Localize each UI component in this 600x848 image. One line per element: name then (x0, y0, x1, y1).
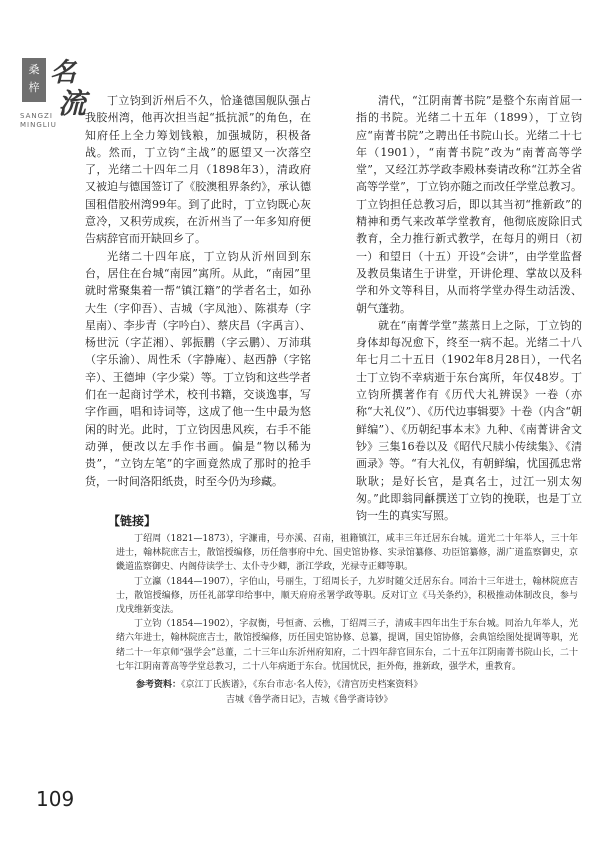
link-body (116, 532, 578, 674)
masthead-english-line-1: SANGZI (20, 112, 53, 120)
body-paragraph: 丁立钧到沂州后不久，恰逢德国舰队强占我胶州湾，他再次担当起“抵抗派”的角色，在知府任上全力筹划钱粮，加强城防，积极备战。然而，丁立钧“主战”的愿望又一次落空了，光绪二十四年二月（1898年3），清政府又被迫与德国签订了《胶澳租界条约》，承认德国租借胶州湾99年。到了此时，丁立钧既心灰意冷，又积劳成疾，在沂州当了一年多知府便告病辞官而开缺回乡了。 (85, 94, 311, 246)
references (136, 678, 576, 708)
references-text-1: 《京江丁氏族谱》，《东台市志·名人传》，《清宫历史档案资料》 (181, 680, 423, 690)
masthead-english (20, 112, 80, 130)
masthead-english-line-2: MINGLIU (20, 121, 57, 129)
left-text-column (85, 92, 311, 490)
body-paragraph: 光绪二十四年底，丁立钧从沂州回到东台，居住在台城“南园”寓所。从此，“南园”里就时常聚集着一帮“镇江籍”的学者名士，如孙大生（字仰吾）、吉城（字凤池）、陈祺寿（字星南）、李步青（字吟白）、蔡庆昌（字禹言）、杨世沅（字芷湘）、郭振鹏（字云鹏）、万沛琪（字乐渝）、周性禾（字静庵）、赵西静（字铭辛）、王德坤（字少棠）等。丁立钧和这些学者们在一起商讨学术，校刊书籍，交谈逸事，写字作画，唱和诗词等，这成了他一生中最为悠闲的时光。此时，丁立钧因患风疾，右手不能动弹，便改以左手作书画。偏是“物以稀为贵”，“立钧左笔”的字画竟然成了那时的抢手货，一时间洛阳纸贵，时至今仍为珍藏。 (85, 249, 311, 488)
masthead-script-char-2: 流 (58, 87, 87, 120)
masthead-char-1: 桑 (28, 63, 40, 76)
body-paragraph: 清代，“江阴南菁书院”是整个东南首屈一指的书院。光绪二十五年（1899），丁立钧应“南菁书院”之聘出任书院山长。光绪二十七年（1901），“南菁书院”改为“南菁高等学堂”，又经江苏学政李殿林奏请改称“江苏全省高等学堂”，丁立钧亦随之而改任学堂总教习。丁立钧担任总教习后，即以其当初“推新政”的精神和勇气来改革学堂教育，他彻底废除旧式教育，全力推行新式教学，在每月的朔日（初一）和望日（十五）开设“会讲”，由学堂监督及教员集诸生于讲堂，开讲伦理、掌故以及科学和外文等科目，从而将学堂办得生动活泼、朝气蓬勃。 (356, 94, 582, 315)
page-number: 109 (36, 787, 75, 811)
references-label: 参考资料： (136, 680, 182, 690)
masthead-char-2: 梓 (28, 81, 40, 94)
link-paragraph: 丁立瀛（1844—1907），字伯山，号丽生，丁绍周长子，九岁时随父迁居东台。同治十三年进士，翰林院庶吉士，散馆授编修，历任礼部掌印给事中，顺天府府丞署学政等职。反对订立《马关条约》，积极推动体制改良，参与戊戌维新变法。 (116, 576, 578, 616)
masthead-label-box (22, 58, 46, 102)
masthead-script-char-1: 名 (50, 58, 77, 88)
right-text-column (356, 92, 582, 524)
references-line-1 (136, 678, 576, 693)
references-line-2: 吉城《鲁学斋日记》，吉城《鲁学斋诗钞》 (226, 695, 393, 705)
link-paragraph: 丁绍周（1821—1873），字濂甫，号亦溪、召南，祖籍镇江，咸丰三年迁居东台城。道光二十年举人，三十年进士，翰林院庶吉士，散馆授编修，历任詹事府中允、国史馆协修、实录馆纂修、功臣馆纂修，湖广道监察御史，京畿道监察御史、内阁侍读学士、太仆寺少卿，浙江学政，光禄寺正卿等职。 (116, 534, 578, 573)
column-masthead (20, 52, 87, 140)
link-heading: 【链接】 (108, 514, 157, 528)
body-paragraph: 就在“南菁学堂”蒸蒸日上之际，丁立钧的身体却每况愈下，终至一病不起。光绪二十八年七月二十五日（1902年8月28日），一代名士丁立钧不幸病逝于东台寓所，年仅48岁。丁立钧所撰著作有《历代大礼辨误》一卷（亦称“大礼仪”）、《历代边事辑要》十卷（内含“朝鲜编”）、《历朝纪事本末》九种、《南菁讲舍文钞》三集16卷以及《昭代尺牍小传续集》、《清画录》等。“有大礼仪，有朝鲜编，忧国孤忠常耿耿；是好长官，是真名士，过江一别太匆匆。”此即翁同龢撰送丁立钧的挽联，也是丁立钧一生的真实写照。 (356, 318, 582, 523)
link-paragraph: 丁立钧（1854—1902），字叔衡，号恒斋、云樵，丁绍周三子，清咸丰四年出生于东台城。同治九年举人，光绪六年进士，翰林院庶吉士，散馆授编修，历任国史馆协修、总纂，提调，国史馆协修，会典馆绘图处提调等职，光绪二十一年京师“强学会”总董，二十三年山东沂州府知府，二十四年辞官回东台，二十五年江阴南菁书院山长，二十七年江阴南菁高等学堂总教习，二十八年病逝于东台。忧国忧民，拒外侮，推新政，强学术，重教育。 (116, 619, 578, 672)
